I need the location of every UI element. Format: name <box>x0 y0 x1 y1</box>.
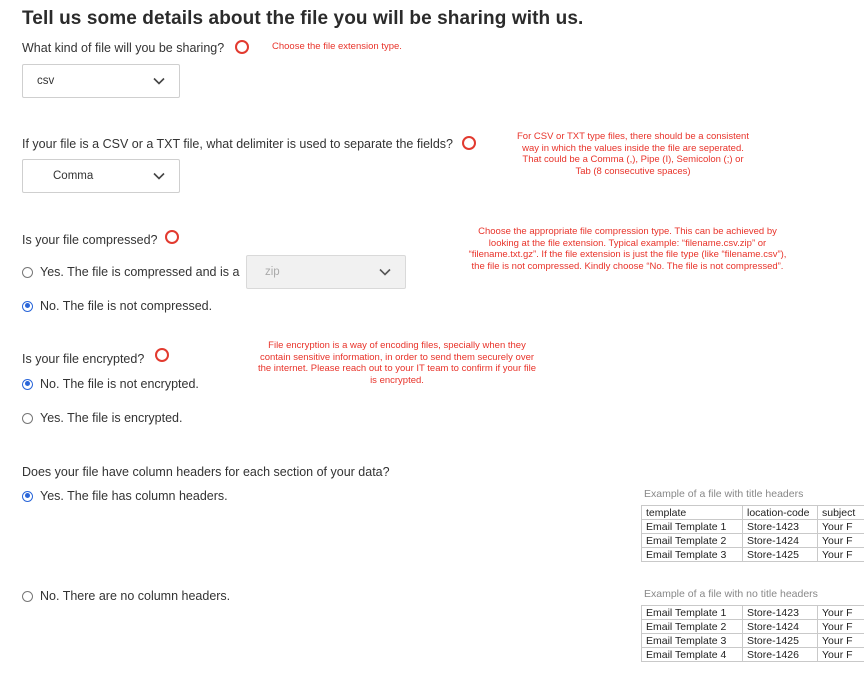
annotation-marker-icon <box>155 348 169 362</box>
table-cell: Your F <box>818 606 864 620</box>
annotation-line: way in which the values inside the file are seperated. <box>522 142 744 154</box>
radio-unselected-icon[interactable] <box>22 413 33 424</box>
compression-type-value: zip <box>265 266 280 278</box>
file-type-question: What kind of file will you be sharing? <box>22 41 225 55</box>
example-no-headers-table-wrap <box>641 605 864 664</box>
headers-option-no-label: No. There are no column headers. <box>40 589 231 603</box>
table-cell: Your F <box>818 634 864 648</box>
example-with-headers-table-wrap <box>641 505 864 562</box>
table-row <box>642 548 864 562</box>
annotation-line: “filename.txt.gz”. If the file extension is just the file type (like “filename.csv”), <box>468 249 787 260</box>
delimiter-question: If your file is a CSV or a TXT file, what delimiter is used to separate the fields? <box>22 137 453 151</box>
example-with-headers-caption: Example of a file with title headers <box>644 488 804 500</box>
encryption-question: Is your file encrypted? <box>22 352 145 366</box>
table-cell: Email Template 3 <box>642 634 743 648</box>
table-cell: Your F <box>818 548 864 562</box>
radio-unselected-icon[interactable] <box>22 267 33 278</box>
radio-unselected-icon[interactable] <box>22 591 33 602</box>
encryption-annotation <box>232 340 562 386</box>
table-cell: subject <box>818 506 864 520</box>
headers-option-yes-label: Yes. The file has column headers. <box>40 489 228 503</box>
table-cell: Your F <box>818 520 864 534</box>
table-cell: Email Template 1 <box>642 520 743 534</box>
annotation-marker-icon <box>235 40 249 54</box>
delimiter-select[interactable] <box>22 159 180 193</box>
annotation-line: File encryption is a way of encoding files, specially when they <box>268 340 526 351</box>
encryption-option-yes[interactable] <box>22 411 182 425</box>
annotation-line: the file is not compressed. Kindly choose “No. The file is not compressed”. <box>471 260 784 272</box>
compression-option-yes-label: Yes. The file is compressed and is a <box>40 265 240 279</box>
table-cell: Store-1424 <box>743 534 818 548</box>
table-cell: Your F <box>818 648 864 662</box>
table-cell: Store-1423 <box>743 606 818 620</box>
table-cell: Email Template 2 <box>642 534 743 548</box>
example-no-headers-caption: Example of a file with no title headers <box>644 588 818 600</box>
radio-selected-icon[interactable] <box>22 491 33 502</box>
radio-selected-icon[interactable] <box>22 379 33 390</box>
file-type-select[interactable] <box>22 64 180 98</box>
table-row <box>642 506 864 520</box>
file-type-select-value: csv <box>37 75 55 87</box>
encryption-option-yes-label: Yes. The file is encrypted. <box>40 411 183 425</box>
table-cell: Email Template 4 <box>642 648 743 662</box>
annotation-line: That could be a Comma (,), Pipe (I), Semicolon (;) or <box>522 154 744 165</box>
file-type-annotation: Choose the file extension type. <box>272 41 402 52</box>
table-cell: Email Template 1 <box>642 606 743 620</box>
encryption-option-no[interactable] <box>22 377 199 391</box>
table-cell: location-code <box>743 506 818 520</box>
chevron-down-icon <box>153 77 165 85</box>
table-cell: Store-1423 <box>743 520 818 534</box>
headers-option-no[interactable] <box>22 589 230 603</box>
table-row <box>642 520 864 534</box>
table-cell: Store-1425 <box>743 634 818 648</box>
table-cell: Email Template 3 <box>642 548 743 562</box>
compression-question: Is your file compressed? <box>22 233 158 247</box>
table-cell: Email Template 2 <box>642 620 743 634</box>
table-cell: Store-1424 <box>743 620 818 634</box>
encryption-option-no-label: No. The file is not encrypted. <box>40 377 199 391</box>
annotation-marker-icon <box>165 230 179 244</box>
annotation-line: contain sensitive information, in order to send them securely over <box>259 351 535 363</box>
table-cell: Your F <box>818 620 864 634</box>
table-row <box>642 606 864 620</box>
compression-option-no-label: No. The file is not compressed. <box>40 299 213 313</box>
example-with-headers-table <box>641 505 864 562</box>
compression-type-select[interactable] <box>246 255 406 289</box>
chevron-down-icon <box>379 268 391 276</box>
table-cell: Store-1425 <box>743 548 818 562</box>
headers-option-yes[interactable] <box>22 489 228 503</box>
table-cell: Your F <box>818 534 864 548</box>
compression-annotation <box>430 226 825 272</box>
table-row <box>642 634 864 648</box>
table-cell: Store-1426 <box>743 648 818 662</box>
table-row <box>642 620 864 634</box>
annotation-line: Choose the appropriate file compression type. This can be achieved by <box>478 226 777 237</box>
delimiter-select-value: Comma <box>53 170 94 182</box>
example-no-headers-table <box>641 605 864 662</box>
compression-option-yes[interactable] <box>22 265 239 279</box>
annotation-marker-icon <box>462 136 476 150</box>
compression-option-no[interactable] <box>22 299 212 313</box>
page-title: Tell us some details about the file you will be sharing with us. <box>22 8 584 29</box>
annotation-line: is encrypted. <box>370 374 424 386</box>
chevron-down-icon <box>153 172 165 180</box>
table-row <box>642 648 864 662</box>
table-cell: template <box>642 506 743 520</box>
annotation-line: looking at the file extension. Typical example: “filename.csv.zip” or <box>488 237 767 249</box>
delimiter-annotation <box>488 131 778 177</box>
annotation-line: Tab (8 consecutive spaces) <box>575 165 691 177</box>
annotation-line: the internet. Please reach out to your IT team to confirm if your file <box>257 363 537 374</box>
radio-selected-icon[interactable] <box>22 301 33 312</box>
annotation-line: For CSV or TXT type files, there should be a consistent <box>517 131 749 142</box>
column-headers-question: Does your file have column headers for each section of your data? <box>22 465 390 479</box>
table-row <box>642 534 864 548</box>
